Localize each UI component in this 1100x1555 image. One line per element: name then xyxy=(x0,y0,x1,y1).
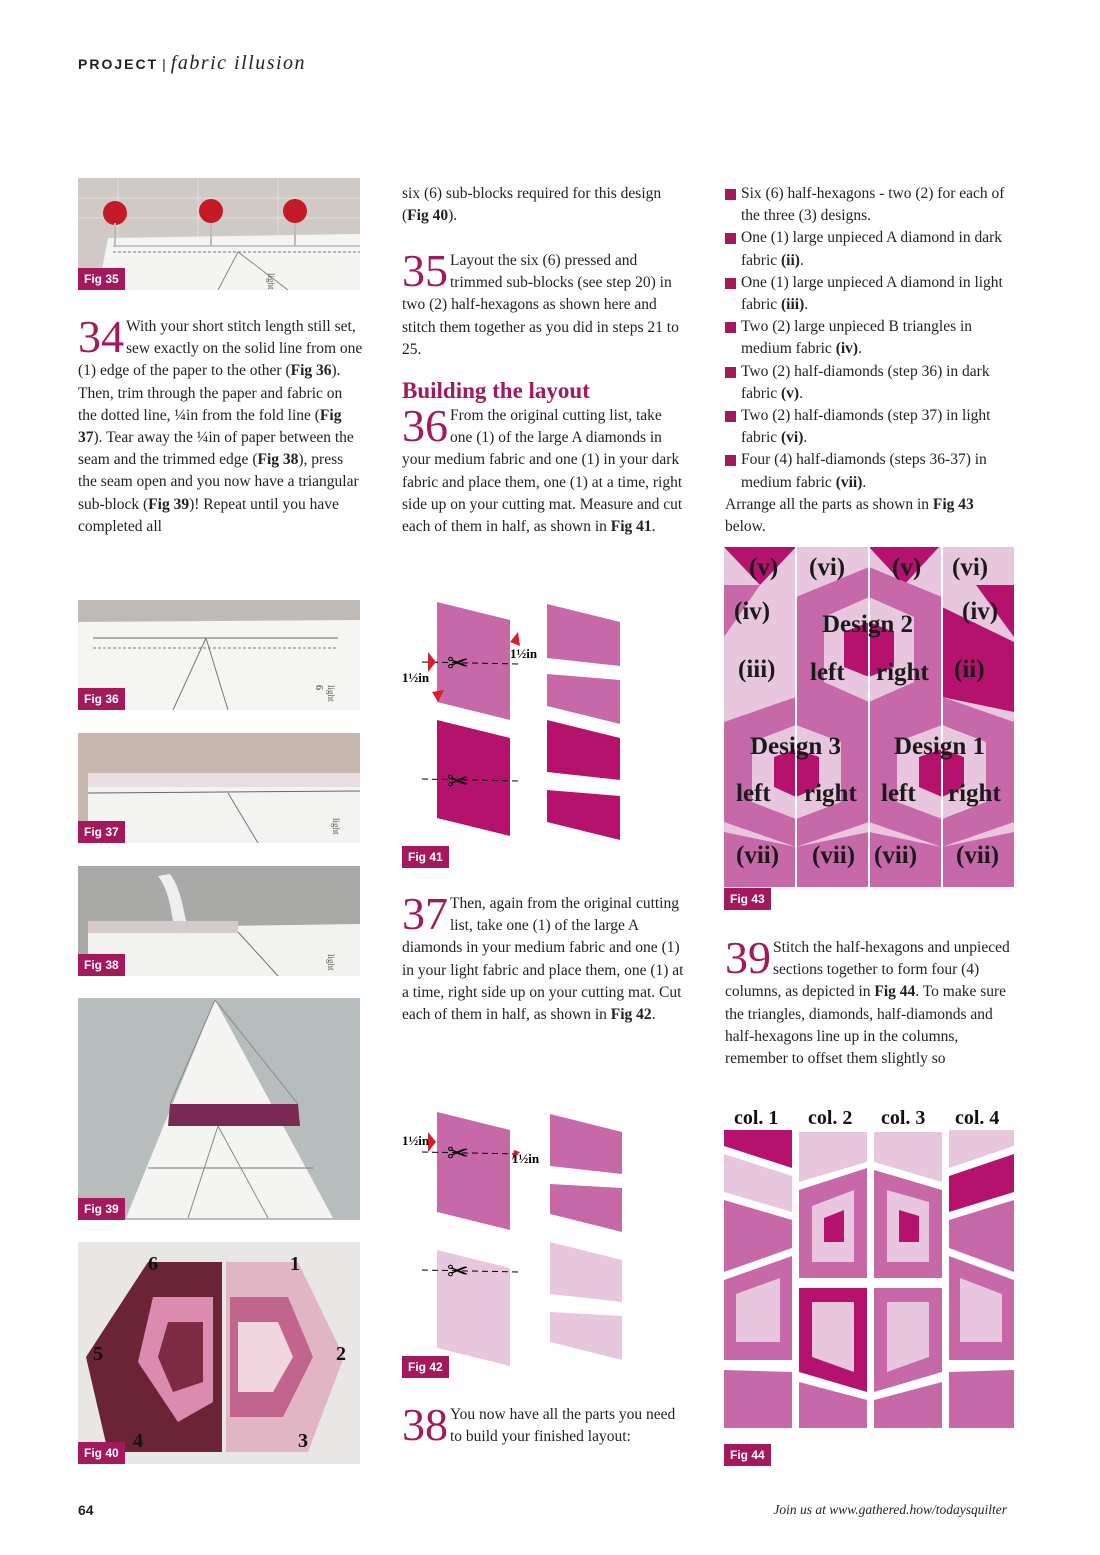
list-item: Two (2) half-diamonds (step 36) in dark fabric (v). xyxy=(725,361,1010,405)
fig39-label: Fig 39 xyxy=(78,1198,125,1220)
svg-text:6: 6 xyxy=(148,1253,158,1275)
svg-text:1½in: 1½in xyxy=(510,646,538,661)
svg-text:4: 4 xyxy=(133,1430,143,1452)
svg-text:(vii): (vii) xyxy=(874,842,918,869)
step-number: 34 xyxy=(78,311,124,362)
fig39-image xyxy=(78,998,360,1220)
svg-text:3: 3 xyxy=(298,1430,308,1452)
svg-text:Design 2: Design 2 xyxy=(822,611,913,638)
fig35-photo xyxy=(78,178,360,290)
fig40-label: Fig 40 xyxy=(78,1442,125,1464)
svg-text:left: left xyxy=(881,780,916,807)
svg-text:5: 5 xyxy=(93,1343,103,1365)
svg-text:light: light xyxy=(331,818,341,835)
svg-text:left: left xyxy=(810,659,845,686)
svg-text:(v): (v) xyxy=(892,554,922,581)
list-item: One (1) large unpieced A diamond in dark fabric (ii). xyxy=(725,227,1010,271)
fig36-label: Fig 36 xyxy=(78,688,125,710)
svg-text:(ii): (ii) xyxy=(954,656,985,683)
header-separator: | xyxy=(162,56,167,72)
svg-text:right: right xyxy=(876,659,929,686)
svg-text:1: 1 xyxy=(290,1253,300,1275)
arrange-text: Arrange all the parts as shown in Fig 43 below. xyxy=(725,495,974,536)
fig40-photo xyxy=(78,1242,360,1464)
svg-text:2: 2 xyxy=(336,1343,346,1365)
svg-text:(vii): (vii) xyxy=(812,842,856,869)
svg-text:col. 4: col. 4 xyxy=(955,1107,1000,1129)
list-item: Six (6) half-hexagons - two (2) for each of the three (3) designs. xyxy=(725,183,1010,227)
fig43-image xyxy=(724,547,1014,887)
step-35: 35 Layout the six (6) pressed and trimmed sub-blocks (see step 20) in two (2) half-hexagons as shown here and stitch them together as you did in steps 21 to 25. xyxy=(402,245,679,358)
svg-text:1½in: 1½in xyxy=(512,1151,540,1166)
project-title: fabric illusion xyxy=(170,52,307,74)
fig36-photo xyxy=(78,600,360,710)
fig37-photo xyxy=(78,733,360,843)
fig38-label: Fig 38 xyxy=(78,954,125,976)
parts-list-block xyxy=(725,183,1010,538)
fig44-diagram xyxy=(724,1102,1014,1466)
list-item: One (1) large unpieced A diamond in light fabric (iii). xyxy=(725,272,1010,316)
step-number: 38 xyxy=(402,1399,448,1450)
fig42-image xyxy=(402,1100,634,1378)
list-item: Four (4) half-diamonds (steps 36-37) in medium fabric (vii). xyxy=(725,449,1010,493)
step-number: 36 xyxy=(402,400,448,451)
fig35-label: Fig 35 xyxy=(78,268,125,290)
step-36: 36 From the original cutting list, take one (1) of the large A diamonds in your medium fabric and one (1) in your dark fabric and place them, one (1) at a time, right side up on your cutting mat. Measure and cut each of them in half, as shown in Fig 41. xyxy=(402,400,683,536)
list-item: Two (2) large unpieced B triangles in medium fabric (iv). xyxy=(725,316,1010,360)
svg-text:(vii): (vii) xyxy=(956,842,1000,869)
svg-text:Design 1: Design 1 xyxy=(894,733,985,760)
fig42-diagram xyxy=(402,1100,634,1378)
section-label: PROJECT xyxy=(78,56,159,72)
step-34 xyxy=(78,311,363,538)
svg-text:✂: ✂ xyxy=(447,767,469,796)
fig42-label: Fig 42 xyxy=(402,1356,449,1378)
fig41-image xyxy=(402,590,634,868)
svg-text:Design 3: Design 3 xyxy=(750,733,841,760)
footer-site: Join us at www.gathered.how/todaysquilter xyxy=(773,1502,1007,1517)
svg-text:1½in: 1½in xyxy=(402,1133,430,1148)
step-34-text: With your short stitch length still set, sew exactly on the solid line from one (1) edge of the paper to the other (Fig 36). Then, trim through the paper and fabric on the dotted line, ¼in from the fold line (Fig 37). Tear away the ¼in of paper between the seam and the trimmed edge (Fig 38), press the seam open and you now have a triangular sub-block (Fig 39)! Repeat until you have completed all xyxy=(78,318,363,535)
fig41-diagram xyxy=(402,590,634,868)
svg-text:(iii): (iii) xyxy=(738,656,776,683)
parts-list xyxy=(725,183,1010,494)
svg-text:light: light xyxy=(326,954,336,971)
svg-text:(v): (v) xyxy=(749,554,779,581)
svg-text:✂: ✂ xyxy=(447,1139,469,1168)
col2-continuation: six (6) sub-blocks required for this design (Fig 40). xyxy=(402,185,662,225)
svg-text:(iv): (iv) xyxy=(962,598,999,625)
fig44-image xyxy=(724,1102,1014,1432)
svg-text:✂: ✂ xyxy=(447,649,469,678)
step-number: 39 xyxy=(725,932,771,983)
step-number: 37 xyxy=(402,888,448,939)
svg-text:right: right xyxy=(948,780,1001,807)
step-39: 39 Stitch the half-hexagons and unpieced sections together to form four (4) columns, as depicted in Fig 44. To make sure the triangles, diamonds, half-diamonds and half-hexagons line up in the columns, remember to offset them slightly so xyxy=(725,932,1010,1068)
fig38-photo xyxy=(78,866,360,976)
svg-text:right: right xyxy=(804,780,857,807)
svg-text:col. 1: col. 1 xyxy=(734,1107,779,1129)
svg-text:(vi): (vi) xyxy=(952,554,989,581)
svg-text:light: light xyxy=(266,273,276,290)
fig40-image xyxy=(78,1242,360,1464)
svg-text:light: light xyxy=(326,685,336,702)
step-37: 37 Then, again from the original cutting list, take one (1) of the large A diamonds in your medium fabric and one (1) in your light fabric and place them, one (1) at a time, right side up on your cutting mat. Cut each of them in half, as shown in Fig 42. xyxy=(402,888,684,1024)
svg-text:left: left xyxy=(736,780,771,807)
fig41-label: Fig 41 xyxy=(402,846,449,868)
fig39-photo xyxy=(78,998,360,1220)
list-item: Two (2) half-diamonds (step 37) in light fabric (vi). xyxy=(725,405,1010,449)
svg-text:6: 6 xyxy=(313,685,324,690)
fig43-label: Fig 43 xyxy=(724,888,771,910)
step-38: 38 You now have all the parts you need to build your finished layout: xyxy=(402,1399,676,1450)
fig37-label: Fig 37 xyxy=(78,821,125,843)
fig44-label: Fig 44 xyxy=(724,1444,771,1466)
svg-text:✂: ✂ xyxy=(447,1257,469,1286)
svg-text:(vi): (vi) xyxy=(809,554,846,581)
svg-text:(vii): (vii) xyxy=(736,842,780,869)
svg-text:col. 3: col. 3 xyxy=(881,1107,926,1129)
page-number: 64 xyxy=(78,1502,94,1518)
fig43-diagram xyxy=(724,547,1014,910)
section-heading: Building the layout xyxy=(402,378,590,403)
running-header xyxy=(78,52,306,75)
svg-text:(iv): (iv) xyxy=(734,598,771,625)
step-number: 35 xyxy=(402,245,448,296)
svg-text:col. 2: col. 2 xyxy=(808,1107,853,1129)
svg-text:1½in: 1½in xyxy=(402,670,430,685)
